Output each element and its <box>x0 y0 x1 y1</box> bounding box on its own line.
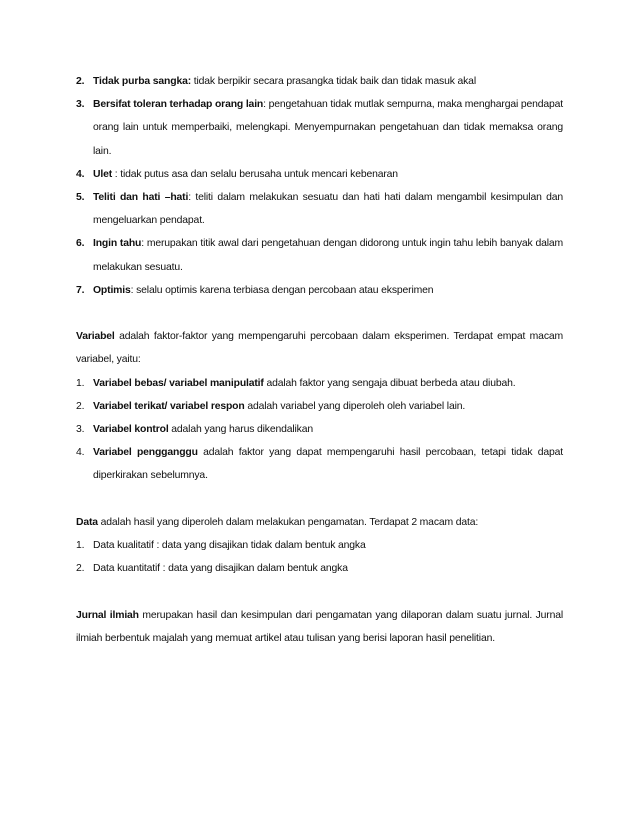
list-term: Variabel bebas/ variabel manipulatif <box>93 377 264 389</box>
list-number: 4. <box>76 168 85 180</box>
list-number: 7. <box>76 284 85 296</box>
jurnal-paragraph <box>76 604 563 650</box>
ciri-item-3 <box>76 93 563 163</box>
variabel-item-3 <box>76 418 563 441</box>
list-text <box>93 279 563 302</box>
list-text <box>93 93 563 163</box>
list-description: tidak berpikir secara prasangka tidak baik dan tidak masuk akal <box>191 76 476 87</box>
list-text <box>93 70 563 93</box>
ciri-item-7 <box>76 279 563 302</box>
paragraph-gap <box>76 488 563 511</box>
list-text <box>93 163 563 186</box>
list-text <box>93 395 563 418</box>
list-description: : pengetahuan tidak mutlak sempurna, maka menghargai pendapat orang lain untuk memperbaiki, melengkapi. Menyempurnakan pengetahuan dan tidak memaksa orang lain. <box>93 99 564 157</box>
list-text: Data kualitatif : data yang disajikan tidak dalam bentuk angka <box>93 540 366 552</box>
data-item-2 <box>76 557 563 580</box>
data-term: Data <box>76 516 98 528</box>
list-term: Optimis <box>93 284 131 296</box>
list-term: Variabel kontrol <box>93 424 169 436</box>
list-number: 6. <box>76 238 85 250</box>
list-number: 4. <box>76 447 85 459</box>
ciri-item-6 <box>76 232 563 278</box>
variabel-intro: adalah faktor-faktor yang mempengaruhi percobaan dalam eksperimen. Terdapat empat macam variabel, yaitu: <box>76 331 563 366</box>
list-text <box>93 372 563 395</box>
list-text: Data kuantitatif : data yang disajikan dalam bentuk angka <box>93 563 348 575</box>
list-description: adalah yang harus dikendalikan <box>168 424 313 436</box>
list-term: Ingin tahu <box>93 238 142 250</box>
list-number: 2. <box>76 400 85 412</box>
list-term: Bersifat toleran terhadap orang lain <box>93 99 264 111</box>
list-number: 5. <box>76 192 85 204</box>
variabel-item-2 <box>76 395 563 418</box>
list-description: adalah variabel yang diperoleh oleh variabel lain. <box>244 400 466 412</box>
paragraph-gap <box>76 580 563 603</box>
list-description: adalah faktor yang dapat mempengaruhi hasil percobaan, tetapi tidak dapat diperkirakan sebelumnya. <box>93 447 563 482</box>
list-description: : tidak putus asa dan selalu berusaha untuk mencari kebenaran <box>112 168 398 180</box>
jurnal-term: Jurnal ilmiah <box>76 609 139 621</box>
list-text <box>93 186 563 232</box>
list-term: Tidak purba sangka: <box>93 76 192 87</box>
variabel-item-4 <box>76 441 563 487</box>
list-description: : merupakan titik awal dari pengetahuan dengan didorong untuk ingin tahu lebih banyak dalam melakukan sesuatu. <box>93 238 563 273</box>
ciri-item-4 <box>76 163 563 186</box>
list-number: 2. <box>76 563 85 575</box>
list-number: 3. <box>76 424 85 436</box>
list-term: Teliti dan hati –hati <box>93 192 189 204</box>
ciri-item-5 <box>76 186 563 232</box>
list-term: Variabel pengganggu <box>93 447 198 459</box>
data-item-1 <box>76 534 563 557</box>
list-description: : teliti dalam melakukan sesuatu dan hati hati dalam mengambil kesimpulan dan mengeluarkan pendapat. <box>93 192 564 227</box>
list-number: 3. <box>76 99 85 111</box>
list-text <box>93 232 563 278</box>
list-term: Variabel terikat/ variabel respon <box>93 400 245 412</box>
list-number: 2. <box>76 76 85 87</box>
variabel-term: Variabel <box>76 331 115 343</box>
data-intro: adalah hasil yang diperoleh dalam melakukan pengamatan. Terdapat 2 macam data: <box>97 516 479 528</box>
list-term: Ulet <box>93 168 113 180</box>
list-number: 1. <box>76 377 85 389</box>
list-number: 1. <box>76 540 85 552</box>
list-description: adalah faktor yang sengaja dibuat berbeda atau diubah. <box>263 377 516 389</box>
data-paragraph <box>76 511 563 534</box>
document-page <box>76 70 563 650</box>
list-text <box>93 441 563 487</box>
paragraph-gap <box>76 302 563 325</box>
variabel-item-1 <box>76 372 563 395</box>
ciri-item-2 <box>76 70 563 93</box>
jurnal-text: merupakan hasil dan kesimpulan dari pengamatan yang dilaporan dalam suatu jurnal. Jurnal ilmiah berbentuk majalah yang memuat artikel atau tulisan yang berisi laporan hasil penelitian. <box>76 609 563 644</box>
list-text <box>93 418 563 441</box>
list-description: : selalu optimis karena terbiasa dengan percobaan atau eksperimen <box>130 284 434 296</box>
variabel-paragraph <box>76 325 563 371</box>
